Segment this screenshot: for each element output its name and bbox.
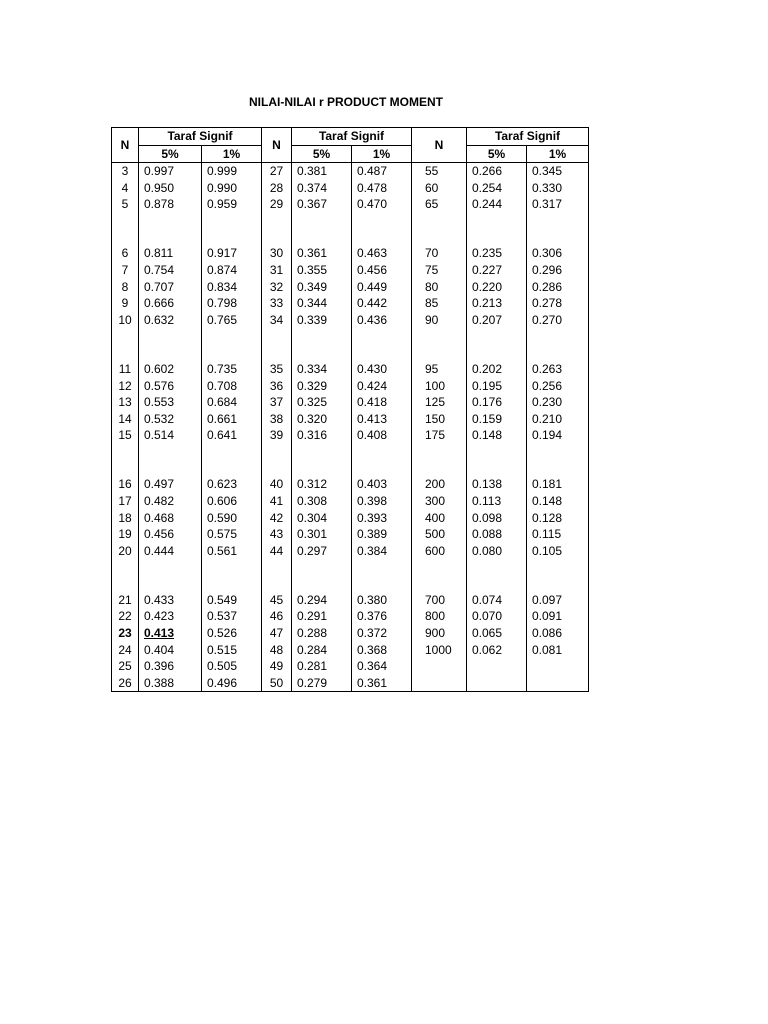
cell-n-block1: 23 [112, 625, 139, 642]
cell-r5-block2: 0.334 [292, 361, 352, 378]
cell-n-block2: 40 [262, 476, 292, 493]
table-row [112, 526, 589, 543]
cell-n-block1: 22 [112, 608, 139, 625]
cell-r5-block3: 0.062 [467, 642, 527, 659]
cell-r1-block2: 0.384 [352, 543, 412, 560]
header-1pct-1: 1% [202, 145, 262, 163]
table-row [112, 180, 589, 197]
cell-r1-block3: 0.345 [527, 163, 589, 180]
cell-n-block1: 6 [112, 245, 139, 262]
cell-r5-block1: 0.468 [139, 510, 202, 527]
cell-r5-block2: 0.325 [292, 394, 352, 411]
cell-n-block1: 17 [112, 493, 139, 510]
cell-r5-block3: 0.148 [467, 427, 527, 444]
cell-r1-block1: 0.917 [202, 245, 262, 262]
cell-r5-block2: 0.320 [292, 411, 352, 428]
cell-r5-block2: 0.367 [292, 196, 352, 213]
cell-r5-block1: 0.878 [139, 196, 202, 213]
cell-n-block2: 47 [262, 625, 292, 642]
cell-r5-block3: 0.176 [467, 394, 527, 411]
cell-r1-block2: 0.470 [352, 196, 412, 213]
cell-r5-block1: 0.404 [139, 642, 202, 659]
cell-r5-block2: 0.316 [292, 427, 352, 444]
spacer-cell [412, 213, 467, 246]
cell-r1-block1: 0.990 [202, 180, 262, 197]
spacer-cell [292, 328, 352, 361]
cell-r5-block2: 0.297 [292, 543, 352, 560]
cell-r5-block2: 0.294 [292, 592, 352, 609]
cell-r1-block2: 0.436 [352, 312, 412, 329]
cell-r1-block1: 0.549 [202, 592, 262, 609]
header-5pct-1: 5% [139, 145, 202, 163]
cell-r1-block3 [527, 658, 589, 675]
cell-n-block1: 19 [112, 526, 139, 543]
cell-r1-block3: 0.256 [527, 378, 589, 395]
cell-n-block2: 46 [262, 608, 292, 625]
table-row [112, 279, 589, 296]
cell-r5-block2: 0.288 [292, 625, 352, 642]
cell-n-block1: 9 [112, 295, 139, 312]
cell-n-block3: 900 [412, 625, 467, 642]
cell-r5-block3: 0.065 [467, 625, 527, 642]
cell-r1-block2: 0.368 [352, 642, 412, 659]
cell-n-block1: 3 [112, 163, 139, 180]
cell-r1-block2: 0.376 [352, 608, 412, 625]
cell-n-block2: 36 [262, 378, 292, 395]
cell-n-block3: 100 [412, 378, 467, 395]
cell-r5-block1: 0.532 [139, 411, 202, 428]
cell-n-block2: 35 [262, 361, 292, 378]
cell-r1-block3: 0.194 [527, 427, 589, 444]
cell-r1-block2: 0.424 [352, 378, 412, 395]
cell-r1-block1: 0.874 [202, 262, 262, 279]
cell-n-block1: 18 [112, 510, 139, 527]
spacer-cell [202, 213, 262, 246]
cell-r5-block3: 0.195 [467, 378, 527, 395]
table-row [112, 543, 589, 560]
header-taraf-3: Taraf Signif [467, 128, 589, 146]
cell-r1-block3: 0.086 [527, 625, 589, 642]
header-1pct-2: 1% [352, 145, 412, 163]
cell-r1-block1: 0.684 [202, 394, 262, 411]
table-row [112, 295, 589, 312]
cell-r1-block1: 0.606 [202, 493, 262, 510]
cell-r1-block2: 0.361 [352, 675, 412, 692]
cell-r1-block3: 0.263 [527, 361, 589, 378]
cell-r1-block2: 0.380 [352, 592, 412, 609]
cell-n-block1: 13 [112, 394, 139, 411]
table-row [112, 394, 589, 411]
cell-n-block3: 175 [412, 427, 467, 444]
cell-n-block3 [412, 658, 467, 675]
cell-r1-block1: 0.575 [202, 526, 262, 543]
cell-r5-block1: 0.754 [139, 262, 202, 279]
spacer-cell [467, 444, 527, 477]
cell-n-block1: 12 [112, 378, 139, 395]
spacer-cell [412, 328, 467, 361]
cell-n-block3: 150 [412, 411, 467, 428]
cell-r1-block3: 0.230 [527, 394, 589, 411]
cell-r5-block3: 0.080 [467, 543, 527, 560]
group-spacer [112, 328, 589, 361]
cell-r1-block2: 0.449 [352, 279, 412, 296]
cell-n-block1: 25 [112, 658, 139, 675]
cell-n-block1: 20 [112, 543, 139, 560]
cell-n-block1: 11 [112, 361, 139, 378]
cell-n-block2: 29 [262, 196, 292, 213]
table-row [112, 427, 589, 444]
spacer-cell [262, 328, 292, 361]
cell-r5-block2: 0.308 [292, 493, 352, 510]
cell-n-block2: 27 [262, 163, 292, 180]
group-spacer [112, 444, 589, 477]
spacer-cell [262, 559, 292, 592]
cell-n-block3: 90 [412, 312, 467, 329]
spacer-cell [139, 328, 202, 361]
cell-n-block2: 42 [262, 510, 292, 527]
cell-r1-block1: 0.526 [202, 625, 262, 642]
cell-n-block3: 300 [412, 493, 467, 510]
cell-r1-block1: 0.496 [202, 675, 262, 692]
cell-r1-block1: 0.641 [202, 427, 262, 444]
spacer-cell [292, 213, 352, 246]
cell-n-block3: 60 [412, 180, 467, 197]
header-taraf-1: Taraf Signif [139, 128, 262, 146]
cell-n-block3: 200 [412, 476, 467, 493]
cell-n-block3: 65 [412, 196, 467, 213]
cell-r1-block2: 0.393 [352, 510, 412, 527]
cell-n-block3: 600 [412, 543, 467, 560]
header-n-3: N [412, 128, 467, 163]
cell-r5-block3 [467, 675, 527, 692]
cell-r1-block1: 0.765 [202, 312, 262, 329]
cell-r5-block3: 0.254 [467, 180, 527, 197]
cell-n-block3: 125 [412, 394, 467, 411]
cell-r5-block2: 0.339 [292, 312, 352, 329]
table-row [112, 163, 589, 180]
cell-r5-block1: 0.950 [139, 180, 202, 197]
cell-r1-block3: 0.270 [527, 312, 589, 329]
cell-r1-block3: 0.286 [527, 279, 589, 296]
header-5pct-3: 5% [467, 145, 527, 163]
cell-r5-block3: 0.227 [467, 262, 527, 279]
cell-n-block2: 34 [262, 312, 292, 329]
header-1pct-3: 1% [527, 145, 589, 163]
cell-r5-block2: 0.349 [292, 279, 352, 296]
cell-n-block1: 15 [112, 427, 139, 444]
cell-r1-block3: 0.306 [527, 245, 589, 262]
spacer-cell [139, 559, 202, 592]
cell-r5-block1: 0.423 [139, 608, 202, 625]
table-row [112, 378, 589, 395]
cell-r1-block2: 0.456 [352, 262, 412, 279]
cell-r5-block2: 0.329 [292, 378, 352, 395]
cell-r5-block3: 0.088 [467, 526, 527, 543]
cell-r5-block3: 0.113 [467, 493, 527, 510]
cell-r1-block3: 0.128 [527, 510, 589, 527]
spacer-cell [527, 559, 589, 592]
cell-r5-block3: 0.266 [467, 163, 527, 180]
cell-n-block2: 45 [262, 592, 292, 609]
cell-r1-block3 [527, 675, 589, 692]
cell-n-block2: 39 [262, 427, 292, 444]
cell-r1-block2: 0.418 [352, 394, 412, 411]
cell-r1-block1: 0.959 [202, 196, 262, 213]
cell-n-block3: 700 [412, 592, 467, 609]
cell-n-block3 [412, 675, 467, 692]
table-row [112, 196, 589, 213]
cell-r5-block3: 0.220 [467, 279, 527, 296]
cell-r5-block2: 0.284 [292, 642, 352, 659]
cell-n-block1: 7 [112, 262, 139, 279]
cell-r1-block1: 0.505 [202, 658, 262, 675]
table-row [112, 476, 589, 493]
cell-r1-block2: 0.403 [352, 476, 412, 493]
cell-r1-block2: 0.398 [352, 493, 412, 510]
cell-r5-block3: 0.074 [467, 592, 527, 609]
spacer-cell [202, 444, 262, 477]
cell-n-block3: 70 [412, 245, 467, 262]
cell-n-block1: 8 [112, 279, 139, 296]
cell-n-block2: 38 [262, 411, 292, 428]
spacer-cell [139, 213, 202, 246]
table-row [112, 592, 589, 609]
cell-r1-block2: 0.413 [352, 411, 412, 428]
spacer-cell [262, 444, 292, 477]
cell-r1-block2: 0.463 [352, 245, 412, 262]
cell-r5-block3: 0.213 [467, 295, 527, 312]
spacer-cell [412, 444, 467, 477]
cell-n-block2: 33 [262, 295, 292, 312]
cell-r5-block3: 0.098 [467, 510, 527, 527]
cell-r1-block3: 0.296 [527, 262, 589, 279]
header-taraf-2: Taraf Signif [292, 128, 412, 146]
cell-r1-block3: 0.148 [527, 493, 589, 510]
cell-n-block1: 5 [112, 196, 139, 213]
cell-r1-block3: 0.181 [527, 476, 589, 493]
cell-r5-block1: 0.632 [139, 312, 202, 329]
cell-n-block2: 43 [262, 526, 292, 543]
table-row [112, 493, 589, 510]
cell-r1-block1: 0.661 [202, 411, 262, 428]
header-n-2: N [262, 128, 292, 163]
cell-n-block3: 800 [412, 608, 467, 625]
cell-n-block3: 95 [412, 361, 467, 378]
cell-r5-block1: 0.444 [139, 543, 202, 560]
cell-n-block2: 41 [262, 493, 292, 510]
spacer-cell [467, 213, 527, 246]
cell-r1-block2: 0.372 [352, 625, 412, 642]
spacer-cell [352, 444, 412, 477]
cell-r1-block2: 0.408 [352, 427, 412, 444]
cell-r1-block3: 0.317 [527, 196, 589, 213]
cell-r1-block3: 0.081 [527, 642, 589, 659]
cell-r5-block1: 0.413 [139, 625, 202, 642]
spacer-cell [527, 328, 589, 361]
group-spacer [112, 559, 589, 592]
cell-n-block2: 28 [262, 180, 292, 197]
cell-r1-block2: 0.478 [352, 180, 412, 197]
table-row [112, 262, 589, 279]
cell-r5-block3 [467, 658, 527, 675]
table-row [112, 361, 589, 378]
cell-n-block2: 49 [262, 658, 292, 675]
cell-n-block2: 44 [262, 543, 292, 560]
cell-r1-block1: 0.590 [202, 510, 262, 527]
cell-r5-block2: 0.355 [292, 262, 352, 279]
header-n-1: N [112, 128, 139, 163]
table-row [112, 411, 589, 428]
spacer-cell [352, 559, 412, 592]
cell-r1-block1: 0.708 [202, 378, 262, 395]
cell-r5-block1: 0.666 [139, 295, 202, 312]
cell-n-block2: 31 [262, 262, 292, 279]
cell-r1-block1: 0.561 [202, 543, 262, 560]
cell-r5-block3: 0.159 [467, 411, 527, 428]
cell-n-block3: 1000 [412, 642, 467, 659]
cell-r5-block2: 0.291 [292, 608, 352, 625]
cell-r5-block3: 0.207 [467, 312, 527, 329]
cell-r1-block1: 0.999 [202, 163, 262, 180]
cell-r5-block1: 0.433 [139, 592, 202, 609]
cell-r1-block3: 0.105 [527, 543, 589, 560]
cell-n-block3: 85 [412, 295, 467, 312]
cell-r5-block2: 0.281 [292, 658, 352, 675]
cell-n-block2: 30 [262, 245, 292, 262]
cell-r5-block1: 0.811 [139, 245, 202, 262]
cell-n-block2: 50 [262, 675, 292, 692]
cell-r1-block1: 0.623 [202, 476, 262, 493]
cell-r5-block1: 0.456 [139, 526, 202, 543]
cell-r5-block3: 0.244 [467, 196, 527, 213]
cell-n-block3: 400 [412, 510, 467, 527]
r-table [111, 127, 589, 692]
cell-n-block3: 55 [412, 163, 467, 180]
cell-r5-block3: 0.235 [467, 245, 527, 262]
spacer-cell [467, 328, 527, 361]
cell-n-block1: 4 [112, 180, 139, 197]
table-row [112, 510, 589, 527]
table-row [112, 625, 589, 642]
cell-r1-block2: 0.487 [352, 163, 412, 180]
table-row [112, 312, 589, 329]
cell-r5-block1: 0.514 [139, 427, 202, 444]
spacer-cell [412, 559, 467, 592]
cell-r5-block1: 0.997 [139, 163, 202, 180]
cell-r5-block2: 0.381 [292, 163, 352, 180]
cell-r5-block3: 0.070 [467, 608, 527, 625]
cell-r1-block2: 0.430 [352, 361, 412, 378]
cell-n-block1: 26 [112, 675, 139, 692]
cell-r1-block1: 0.735 [202, 361, 262, 378]
cell-r5-block1: 0.602 [139, 361, 202, 378]
cell-n-block2: 37 [262, 394, 292, 411]
cell-r5-block1: 0.396 [139, 658, 202, 675]
cell-r5-block1: 0.707 [139, 279, 202, 296]
spacer-cell [202, 328, 262, 361]
spacer-cell [292, 444, 352, 477]
cell-r5-block2: 0.301 [292, 526, 352, 543]
spacer-cell [467, 559, 527, 592]
table-row [112, 245, 589, 262]
spacer-cell [139, 444, 202, 477]
spacer-cell [112, 328, 139, 361]
table-body [112, 163, 589, 692]
spacer-cell [112, 444, 139, 477]
spacer-cell [112, 213, 139, 246]
spacer-cell [352, 328, 412, 361]
spacer-cell [527, 444, 589, 477]
cell-n-block1: 21 [112, 592, 139, 609]
cell-r5-block2: 0.344 [292, 295, 352, 312]
spacer-cell [352, 213, 412, 246]
cell-r5-block2: 0.279 [292, 675, 352, 692]
page-title: NILAI-NILAI r PRODUCT MOMENT [249, 95, 443, 109]
cell-r5-block3: 0.202 [467, 361, 527, 378]
cell-r5-block1: 0.388 [139, 675, 202, 692]
cell-n-block1: 14 [112, 411, 139, 428]
cell-n-block1: 24 [112, 642, 139, 659]
cell-r5-block1: 0.576 [139, 378, 202, 395]
spacer-cell [202, 559, 262, 592]
spacer-cell [527, 213, 589, 246]
cell-n-block1: 16 [112, 476, 139, 493]
cell-r1-block2: 0.389 [352, 526, 412, 543]
cell-n-block3: 75 [412, 262, 467, 279]
cell-n-block1: 10 [112, 312, 139, 329]
cell-r1-block3: 0.210 [527, 411, 589, 428]
cell-r1-block3: 0.330 [527, 180, 589, 197]
header-5pct-2: 5% [292, 145, 352, 163]
cell-r1-block1: 0.834 [202, 279, 262, 296]
table-row [112, 642, 589, 659]
spacer-cell [112, 559, 139, 592]
cell-r1-block2: 0.364 [352, 658, 412, 675]
cell-n-block3: 500 [412, 526, 467, 543]
cell-r1-block3: 0.115 [527, 526, 589, 543]
cell-r5-block1: 0.497 [139, 476, 202, 493]
cell-n-block3: 80 [412, 279, 467, 296]
cell-r1-block1: 0.515 [202, 642, 262, 659]
cell-r5-block2: 0.312 [292, 476, 352, 493]
cell-n-block2: 32 [262, 279, 292, 296]
cell-r1-block3: 0.097 [527, 592, 589, 609]
cell-r1-block1: 0.537 [202, 608, 262, 625]
table-row [112, 658, 589, 675]
cell-n-block2: 48 [262, 642, 292, 659]
cell-r1-block3: 0.278 [527, 295, 589, 312]
cell-r5-block2: 0.361 [292, 245, 352, 262]
cell-r1-block3: 0.091 [527, 608, 589, 625]
cell-r5-block2: 0.374 [292, 180, 352, 197]
group-spacer [112, 213, 589, 246]
cell-r5-block2: 0.304 [292, 510, 352, 527]
cell-r1-block2: 0.442 [352, 295, 412, 312]
spacer-cell [262, 213, 292, 246]
cell-r5-block1: 0.482 [139, 493, 202, 510]
table-row [112, 608, 589, 625]
cell-r5-block1: 0.553 [139, 394, 202, 411]
cell-r1-block1: 0.798 [202, 295, 262, 312]
table-row [112, 675, 589, 692]
spacer-cell [292, 559, 352, 592]
cell-r5-block3: 0.138 [467, 476, 527, 493]
